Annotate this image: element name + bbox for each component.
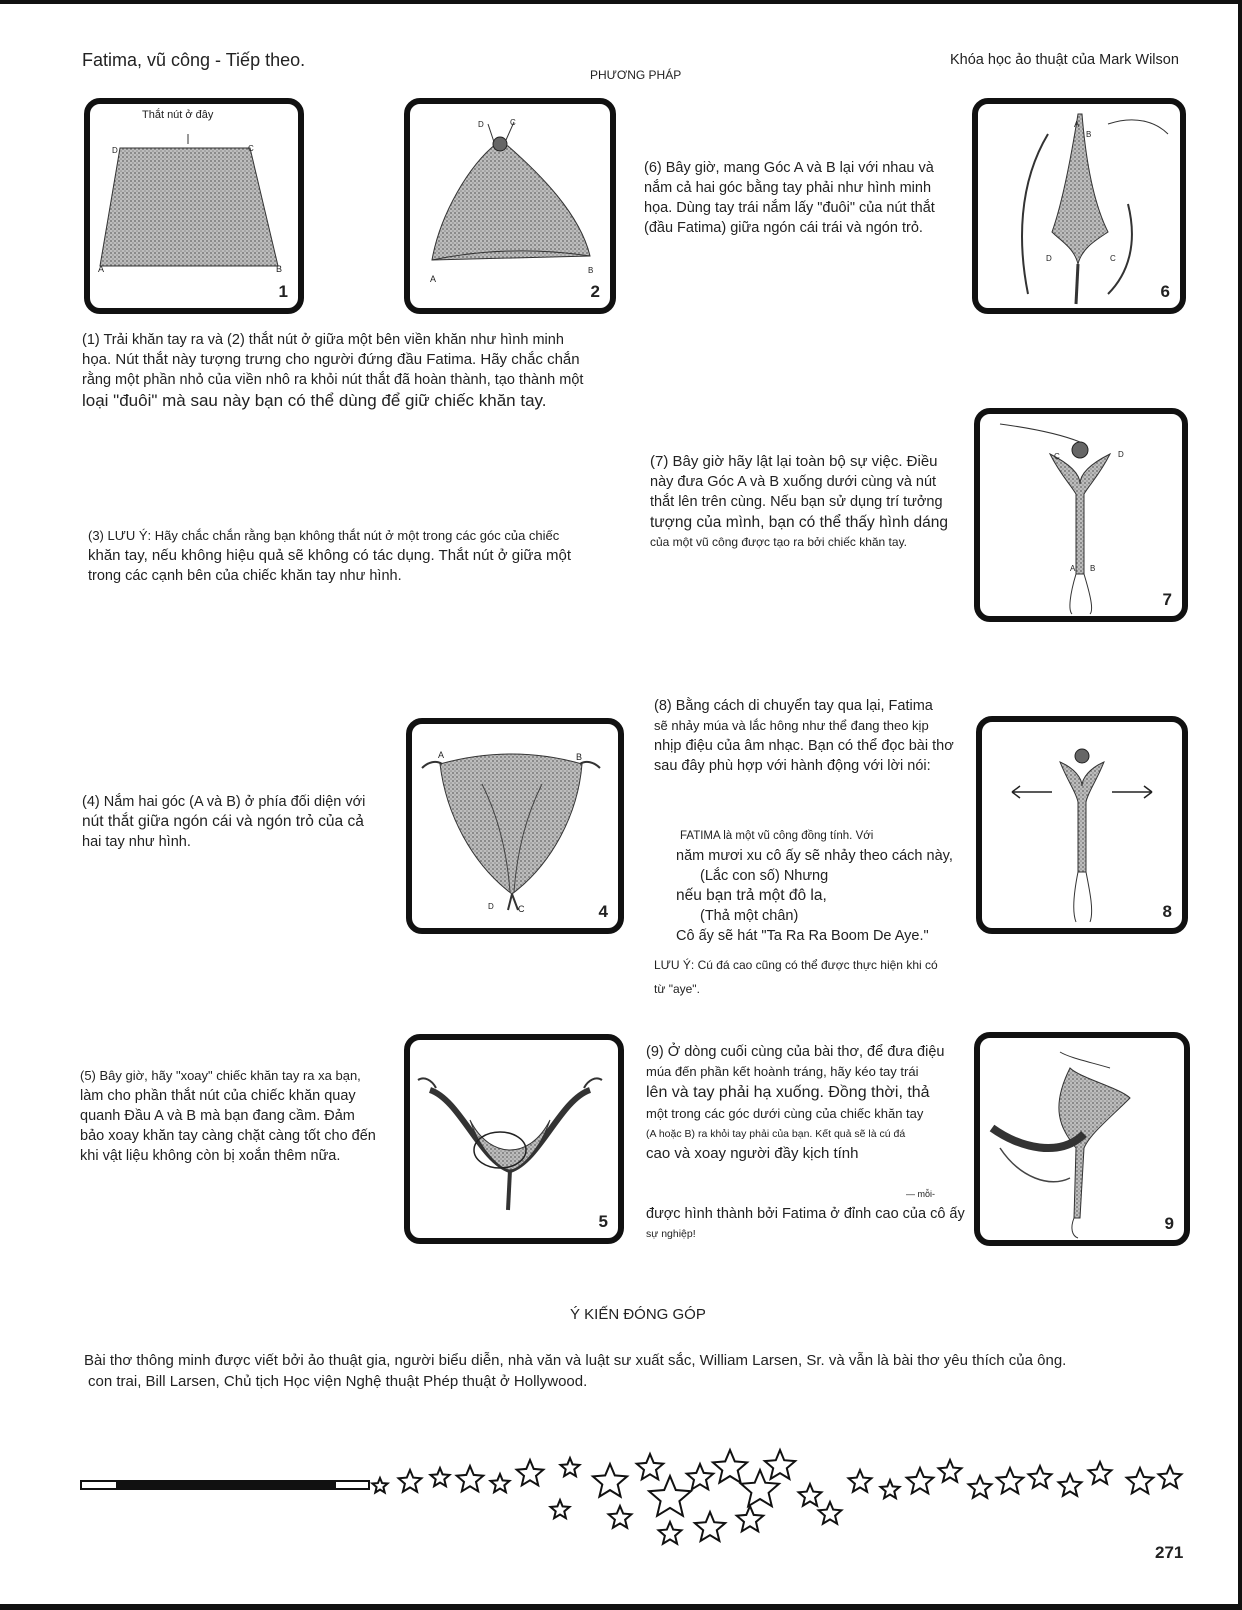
step-6-line: họa. Dùng tay trái nắm lấy "đuôi" của nút thắt	[644, 200, 935, 216]
star-icon	[1029, 1466, 1052, 1488]
step-4-line: nút thắt giữa ngón cái và ngón trỏ của cả	[82, 813, 364, 830]
step-7-text	[650, 452, 950, 550]
step-9-line: một trong các góc dưới cùng của chiếc khăn tay	[646, 1106, 924, 1121]
star-icon	[687, 1464, 714, 1489]
corner-label-a: A	[438, 750, 445, 760]
step-8-line: nhịp điệu của âm nhạc. Bạn có thể đọc bài thơ	[654, 738, 954, 754]
corner-label-c: C	[1110, 254, 1116, 263]
corner-label-b: B	[576, 752, 583, 762]
bottom-border	[0, 1604, 1242, 1610]
star-icon	[399, 1470, 422, 1492]
corner-label-a: A	[98, 264, 105, 274]
panel-number: 5	[598, 1212, 608, 1231]
step-3-line: khăn tay, nếu không hiệu quả sẽ không có tác dụng. Thắt nút ở giữa một	[88, 547, 571, 564]
inverted-dancer-illustration	[980, 414, 1182, 616]
star-icon	[637, 1454, 664, 1479]
step-9-line: múa đến phần kết hoành tráng, hãy kéo tay trái	[646, 1064, 919, 1079]
corner-label-b: B	[1086, 130, 1092, 139]
star-icon	[457, 1466, 484, 1491]
note-line: LƯU Ý: Cú đá cao cũng có thể được thực hiện khi có	[654, 958, 938, 972]
step-4-line: (4) Nắm hai góc (A và B) ở phía đối diện với	[82, 794, 366, 810]
credits-text	[84, 1350, 1164, 1392]
step-7-line: của một vũ công được tạo ra bởi chiếc khăn tay.	[650, 535, 908, 549]
corner-label-d: D	[1046, 254, 1052, 263]
step-9-line: (9) Ở dòng cuối cùng của bài thơ, để đưa điệu	[646, 1044, 945, 1060]
credits-line: Bài thơ thông minh được viết bởi ảo thuật gia, người biểu diễn, nhà văn và luật sư xuất sắc, William Larsen, Sr. và vẫn là bài thơ yêu thích của ông.	[84, 1352, 1067, 1369]
high-kick-illustration	[980, 1038, 1184, 1240]
poem-line: Cô ấy sẽ hát "Ta Ra Ra Boom De Aye."	[676, 928, 929, 944]
corner-label-a: A	[1070, 564, 1076, 573]
page-header-title: Fatima, vũ công - Tiếp theo.	[82, 50, 306, 70]
step-1-text	[82, 330, 622, 412]
star-icon	[659, 1522, 682, 1544]
step-9-line: lên và tay phải hạ xuống. Đồng thời, thả	[646, 1084, 930, 1101]
step-6-line: (6) Bây giờ, mang Góc A và B lại với nhau và	[644, 160, 934, 176]
step-7-line: thắt lên trên cùng. Nếu bạn sử dụng trí tưởng	[650, 494, 943, 510]
step-1-line: loại "đuôi" mà sau này bạn có thể dùng để giữ chiếc khăn tay.	[82, 391, 547, 410]
panel-number: 8	[1162, 902, 1172, 921]
step-8-line: sau đây phù hợp với hành động với lời nói:	[654, 758, 931, 774]
step-1-line: (1) Trải khăn tay ra và (2) thắt nút ở giữa một bên viền khăn như hình minh	[82, 332, 564, 348]
figure-panel-4	[406, 718, 624, 934]
step-1-line: rằng một phần nhỏ của viền nhô ra khỏi nút thắt đã hoàn thành, tạo thành một	[82, 372, 584, 388]
poem-line: năm mươi xu cô ấy sẽ nhảy theo cách này,	[676, 848, 953, 864]
figure-panel-9	[974, 1032, 1190, 1246]
star-icon	[997, 1468, 1024, 1493]
knot-here-caption: Thắt nút ở đây	[142, 109, 214, 121]
step-5-line: quanh Đầu A và B mà bạn đang cầm. Đảm	[80, 1108, 355, 1124]
dancing-fatima-illustration	[982, 722, 1182, 928]
knotted-handkerchief-illustration	[410, 104, 610, 308]
top-border	[0, 0, 1242, 4]
star-icon	[517, 1460, 544, 1485]
corner-label-c: C	[248, 144, 254, 153]
step-5-line: làm cho phần thắt nút của chiếc khăn quay	[80, 1088, 356, 1104]
twisting-handkerchief-illustration	[410, 1040, 618, 1238]
step-9-line: (A hoặc B) ra khỏi tay phải của bạn. Kết quả sẽ là cú đá	[646, 1128, 906, 1140]
figure-panel-8	[976, 716, 1188, 934]
step-3-line: trong các cạnh bên của chiếc khăn tay như hình.	[88, 568, 402, 584]
page-header-section: PHƯƠNG PHÁP	[590, 68, 682, 82]
star-icon	[649, 1476, 691, 1516]
note-line: từ "aye".	[654, 982, 700, 996]
star-icon	[593, 1464, 627, 1497]
step-9-line: sự nghiệp!	[646, 1228, 696, 1240]
poem-line: nếu bạn trả một đô la,	[676, 887, 827, 904]
star-icon	[1059, 1474, 1082, 1496]
star-icon	[431, 1468, 450, 1486]
star-icon	[551, 1500, 570, 1518]
star-icon	[561, 1458, 580, 1476]
star-icon	[695, 1512, 725, 1541]
corner-label-a: A	[1074, 120, 1080, 129]
page-number: 271	[1155, 1543, 1184, 1562]
star-icon	[1159, 1466, 1182, 1488]
star-icon	[765, 1450, 795, 1479]
page-header-book: Khóa học ảo thuật của Mark Wilson	[950, 52, 1179, 68]
star-icon	[372, 1478, 387, 1493]
grasped-twisted-handkerchief-illustration	[978, 104, 1180, 308]
step-5-line: (5) Bây giờ, hãy "xoay" chiếc khăn tay ra xa bạn,	[80, 1068, 361, 1083]
corner-label-d: D	[488, 902, 494, 911]
corner-label-b: B	[276, 264, 283, 274]
step-8-line: sẽ nhảy múa và lắc hông như thể đang theo kịp	[654, 718, 929, 733]
step-9-line: được hình thành bởi Fatima ở đỉnh cao của cô ấy	[646, 1206, 965, 1222]
step-3-line: (3) LƯU Ý: Hãy chắc chắn rằng bạn không thắt nút ở một trong các góc của chiếc	[88, 528, 560, 543]
corner-label-d: D	[112, 146, 118, 155]
step-9-line: cao và xoay người đầy kịch tính	[646, 1145, 859, 1162]
step-6-line: (đầu Fatima) giữa ngón cái trái và ngón trỏ.	[644, 220, 923, 236]
step-3-text	[88, 526, 628, 586]
corner-label-b: B	[1090, 564, 1096, 573]
star-icon	[819, 1502, 842, 1524]
star-icon	[491, 1474, 510, 1492]
step-6-line: nắm cả hai góc bằng tay phải như hình minh	[644, 180, 932, 196]
figure-panel-7	[974, 408, 1188, 622]
star-icon	[969, 1476, 992, 1498]
corner-label-c: C	[1054, 452, 1060, 461]
star-icon	[907, 1468, 934, 1493]
step-1-line: họa. Nút thắt này tượng trưng cho người đứng đầu Fatima. Hãy chắc chắn	[82, 351, 580, 368]
figure-panel-2	[404, 98, 616, 314]
kick-note	[654, 956, 964, 998]
credits-line: con trai, Bill Larsen, Chủ tịch Học viện Nghệ thuật Phép thuật ở Hollywood.	[88, 1373, 588, 1390]
step-5-line: khi vật liệu không còn bị xoắn thêm nữa.	[80, 1148, 341, 1164]
step-4-line: hai tay như hình.	[82, 834, 191, 850]
corner-label-c: C	[518, 904, 525, 914]
star-border-illustration	[370, 1438, 1190, 1548]
decorative-bar	[80, 1480, 370, 1490]
poem-line: (Thả một chân)	[700, 908, 799, 924]
poem	[676, 826, 980, 946]
step-8-line: (8) Bằng cách di chuyển tay qua lại, Fatima	[654, 698, 933, 714]
star-icon	[881, 1480, 900, 1498]
figure-panel-6	[972, 98, 1186, 314]
step-8-text	[654, 696, 954, 776]
step-7-line: này đưa Góc A và B xuống dưới cùng và nút	[650, 474, 937, 490]
figure-panel-1	[84, 98, 304, 314]
step-5-line: bảo xoay khăn tay càng chặt càng tốt cho đến	[80, 1128, 376, 1144]
flat-handkerchief-illustration	[90, 104, 298, 308]
corner-label-d: D	[1118, 450, 1124, 459]
panel-number: 7	[1162, 590, 1172, 609]
step-7-line: (7) Bây giờ hãy lật lại toàn bộ sự việc. Điều	[650, 453, 938, 470]
step-9-line: — mỗi-	[906, 1189, 935, 1199]
star-icon	[799, 1484, 822, 1506]
step-6-text	[644, 158, 944, 238]
star-icon	[737, 1506, 764, 1531]
star-icon	[1127, 1468, 1154, 1493]
panel-number: 6	[1160, 282, 1170, 301]
star-icon	[1089, 1462, 1112, 1484]
step-7-line: tượng của mình, bạn có thể thấy hình dáng	[650, 514, 949, 531]
star-icon	[849, 1470, 872, 1492]
panel-number: 9	[1164, 1214, 1174, 1233]
corner-label-d: D	[478, 120, 484, 129]
panel-number: 4	[598, 902, 608, 921]
poem-line: FATIMA là một vũ công đồng tính. Với	[680, 830, 874, 842]
star-icon	[713, 1450, 747, 1483]
corner-label-a: A	[430, 274, 437, 284]
step-4-text	[82, 792, 402, 852]
credits-title: Ý KIẾN ĐÓNG GÓP	[570, 1306, 706, 1323]
star-icon	[939, 1460, 962, 1482]
step-9-text	[646, 1042, 966, 1244]
figure-panel-5	[404, 1034, 624, 1244]
corner-label-c: C	[510, 118, 516, 127]
right-border	[1238, 0, 1242, 1610]
poem-line: (Lắc con số) Nhưng	[700, 868, 829, 884]
star-icon	[609, 1506, 632, 1528]
corner-label-b: B	[588, 266, 594, 275]
step-5-text	[80, 1066, 400, 1166]
panel-number: 2	[590, 282, 600, 301]
panel-number: 1	[278, 282, 288, 301]
